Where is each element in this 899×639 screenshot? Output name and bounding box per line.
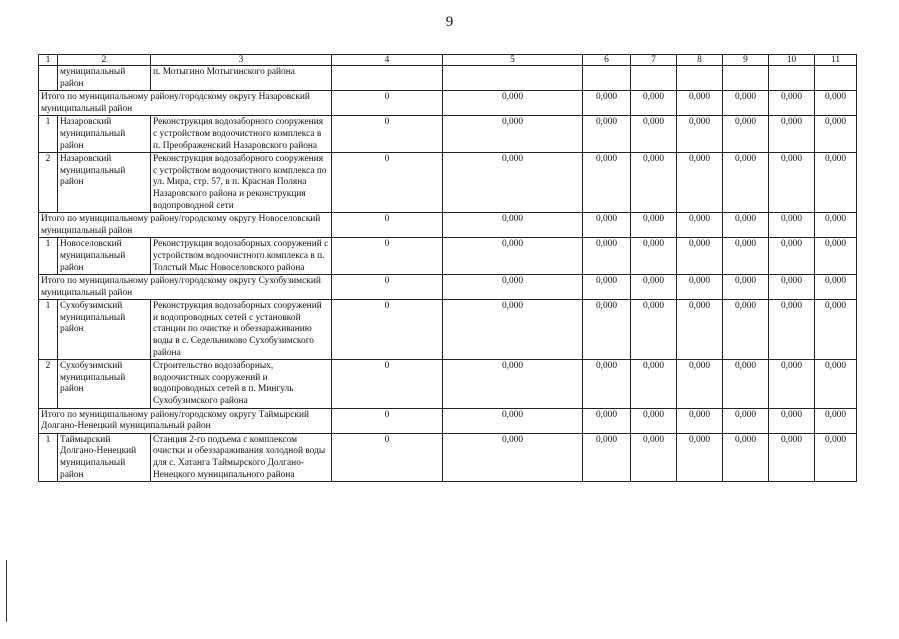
column-header: 10 bbox=[769, 55, 815, 66]
column-header: 7 bbox=[631, 55, 677, 66]
value-cell: 0,000 bbox=[443, 153, 583, 213]
value-cell bbox=[723, 66, 769, 91]
district-cell: Таймырский Долгано-Ненецкий муниципальный район bbox=[58, 433, 151, 481]
value-cell: 0,000 bbox=[631, 275, 677, 300]
value-cell: 0,000 bbox=[677, 360, 723, 408]
value-cell: 0,000 bbox=[723, 408, 769, 433]
value-cell bbox=[583, 66, 631, 91]
margin-line bbox=[6, 560, 7, 622]
value-cell: 0,000 bbox=[677, 408, 723, 433]
total-label: Итого по муниципальному району/городскому округу Новоселовский муниципальный район bbox=[39, 213, 332, 238]
value-cell: 0,000 bbox=[583, 360, 631, 408]
value-cell: 0 bbox=[332, 116, 443, 153]
value-cell: 0 bbox=[332, 238, 443, 275]
value-cell bbox=[815, 66, 857, 91]
total-row bbox=[39, 275, 857, 300]
total-row bbox=[39, 91, 857, 116]
value-cell: 0,000 bbox=[723, 300, 769, 360]
column-header: 1 bbox=[39, 55, 58, 66]
value-cell: 0,000 bbox=[769, 408, 815, 433]
value-cell: 0,000 bbox=[677, 116, 723, 153]
table-row bbox=[39, 238, 857, 275]
value-cell: 0,000 bbox=[631, 300, 677, 360]
row-number: 1 bbox=[39, 433, 58, 481]
value-cell: 0,000 bbox=[631, 238, 677, 275]
total-label: Итого по муниципальному району/городскому округу Таймырский Долгано-Ненецкий муниципальный район bbox=[39, 408, 332, 433]
column-header: 2 bbox=[58, 55, 151, 66]
project-cell: Реконструкция водозаборного сооружения с устройством водоочистного комплекса по ул. Мира, стр. 57, в п. Красная Поляна Назаровского района и реконструкция водопроводной сети bbox=[151, 153, 332, 213]
value-cell: 0 bbox=[332, 275, 443, 300]
column-header: 5 bbox=[443, 55, 583, 66]
value-cell: 0,000 bbox=[443, 238, 583, 275]
value-cell: 0,000 bbox=[443, 275, 583, 300]
value-cell: 0,000 bbox=[631, 116, 677, 153]
value-cell: 0 bbox=[332, 300, 443, 360]
value-cell: 0,000 bbox=[631, 408, 677, 433]
value-cell: 0,000 bbox=[815, 408, 857, 433]
value-cell: 0 bbox=[332, 433, 443, 481]
value-cell: 0,000 bbox=[723, 433, 769, 481]
value-cell: 0,000 bbox=[583, 153, 631, 213]
project-cell: Реконструкция водозаборного сооружения с устройством водоочистного комплекса в п. Преображенский Назаровского района bbox=[151, 116, 332, 153]
value-cell: 0,000 bbox=[723, 275, 769, 300]
value-cell: 0,000 bbox=[583, 91, 631, 116]
row-number: 1 bbox=[39, 116, 58, 153]
district-cell: Назаровский муниципальный район bbox=[58, 116, 151, 153]
value-cell: 0,000 bbox=[723, 360, 769, 408]
row-number: 2 bbox=[39, 153, 58, 213]
table-row bbox=[39, 300, 857, 360]
value-cell: 0,000 bbox=[815, 433, 857, 481]
column-header: 9 bbox=[723, 55, 769, 66]
value-cell: 0,000 bbox=[583, 433, 631, 481]
value-cell: 0,000 bbox=[583, 213, 631, 238]
value-cell: 0,000 bbox=[677, 238, 723, 275]
project-cell: Реконструкция водозаборных сооружений и водопроводных сетей с установкой станции по очистке и обеззараживанию воды в с. Седельниково Сухобузимского района bbox=[151, 300, 332, 360]
table-row bbox=[39, 433, 857, 481]
value-cell: 0,000 bbox=[583, 116, 631, 153]
value-cell: 0,000 bbox=[815, 91, 857, 116]
total-row bbox=[39, 213, 857, 238]
value-cell: 0,000 bbox=[723, 153, 769, 213]
value-cell: 0 bbox=[332, 91, 443, 116]
table-row bbox=[39, 360, 857, 408]
value-cell: 0,000 bbox=[815, 238, 857, 275]
value-cell: 0,000 bbox=[723, 91, 769, 116]
district-cell: Назаровский муниципальный район bbox=[58, 153, 151, 213]
project-cell: Строительство водозаборных, водоочистных сооружений и водопроводных сетей в п. Мингуль Сухобузимского района bbox=[151, 360, 332, 408]
value-cell: 0,000 bbox=[815, 213, 857, 238]
column-header: 11 bbox=[815, 55, 857, 66]
table-row bbox=[39, 153, 857, 213]
value-cell: 0 bbox=[332, 153, 443, 213]
district-cell: муниципальный район bbox=[58, 66, 151, 91]
total-label: Итого по муниципальному району/городскому округу Назаровский муниципальный район bbox=[39, 91, 332, 116]
value-cell: 0,000 bbox=[631, 433, 677, 481]
value-cell: 0,000 bbox=[769, 300, 815, 360]
value-cell: 0,000 bbox=[631, 213, 677, 238]
value-cell: 0,000 bbox=[583, 300, 631, 360]
column-number-row bbox=[39, 55, 857, 66]
page-number: 9 bbox=[445, 14, 454, 30]
value-cell: 0,000 bbox=[769, 153, 815, 213]
row-number bbox=[39, 66, 58, 91]
value-cell: 0,000 bbox=[815, 153, 857, 213]
value-cell: 0,000 bbox=[583, 408, 631, 433]
value-cell: 0,000 bbox=[815, 300, 857, 360]
column-header: 3 bbox=[151, 55, 332, 66]
total-label: Итого по муниципальному району/городскому округу Сухобузимский муниципальный район bbox=[39, 275, 332, 300]
value-cell: 0,000 bbox=[723, 238, 769, 275]
value-cell: 0,000 bbox=[631, 360, 677, 408]
value-cell: 0,000 bbox=[443, 116, 583, 153]
value-cell: 0,000 bbox=[677, 275, 723, 300]
district-cell: Сухобузимский муниципальный район bbox=[58, 360, 151, 408]
value-cell: 0,000 bbox=[443, 360, 583, 408]
value-cell: 0,000 bbox=[769, 91, 815, 116]
value-cell: 0,000 bbox=[443, 433, 583, 481]
value-cell: 0,000 bbox=[723, 116, 769, 153]
value-cell bbox=[677, 66, 723, 91]
value-cell: 0,000 bbox=[631, 91, 677, 116]
district-cell: Новоселовский муниципальный район bbox=[58, 238, 151, 275]
column-header: 8 bbox=[677, 55, 723, 66]
column-header: 6 bbox=[583, 55, 631, 66]
value-cell: 0,000 bbox=[631, 153, 677, 213]
value-cell: 0,000 bbox=[769, 116, 815, 153]
value-cell bbox=[332, 66, 443, 91]
value-cell: 0,000 bbox=[815, 116, 857, 153]
value-cell: 0,000 bbox=[815, 360, 857, 408]
value-cell: 0,000 bbox=[769, 238, 815, 275]
row-number: 1 bbox=[39, 238, 58, 275]
value-cell: 0,000 bbox=[677, 433, 723, 481]
project-cell: Реконструкция водозаборных сооружений с устройством водоочистного комплекса в п. Толстый Мыс Новоселовского района bbox=[151, 238, 332, 275]
value-cell: 0,000 bbox=[443, 91, 583, 116]
table-row bbox=[39, 66, 857, 91]
value-cell bbox=[443, 66, 583, 91]
value-cell: 0,000 bbox=[723, 213, 769, 238]
value-cell: 0,000 bbox=[769, 433, 815, 481]
value-cell bbox=[769, 66, 815, 91]
value-cell: 0,000 bbox=[815, 275, 857, 300]
district-cell: Сухобузимский муниципальный район bbox=[58, 300, 151, 360]
value-cell: 0,000 bbox=[769, 213, 815, 238]
row-number: 1 bbox=[39, 300, 58, 360]
value-cell: 0,000 bbox=[443, 408, 583, 433]
value-cell: 0,000 bbox=[677, 213, 723, 238]
value-cell: 0,000 bbox=[769, 360, 815, 408]
value-cell: 0,000 bbox=[583, 238, 631, 275]
column-header: 4 bbox=[332, 55, 443, 66]
data-table bbox=[38, 54, 857, 482]
project-cell: п. Мотыгино Мотыгинского района bbox=[151, 66, 332, 91]
value-cell: 0,000 bbox=[769, 275, 815, 300]
value-cell: 0 bbox=[332, 408, 443, 433]
value-cell: 0,000 bbox=[677, 153, 723, 213]
value-cell: 0,000 bbox=[443, 213, 583, 238]
row-number: 2 bbox=[39, 360, 58, 408]
project-cell: Станция 2-го подъема с комплексом очистки и обеззараживания холодной воды для с. Хатанга Таймырского Долгано-Ненецкого муниципального района bbox=[151, 433, 332, 481]
value-cell: 0,000 bbox=[443, 300, 583, 360]
value-cell: 0,000 bbox=[677, 300, 723, 360]
value-cell: 0 bbox=[332, 213, 443, 238]
value-cell: 0,000 bbox=[583, 275, 631, 300]
value-cell: 0,000 bbox=[677, 91, 723, 116]
value-cell: 0 bbox=[332, 360, 443, 408]
table-row bbox=[39, 116, 857, 153]
total-row bbox=[39, 408, 857, 433]
value-cell bbox=[631, 66, 677, 91]
